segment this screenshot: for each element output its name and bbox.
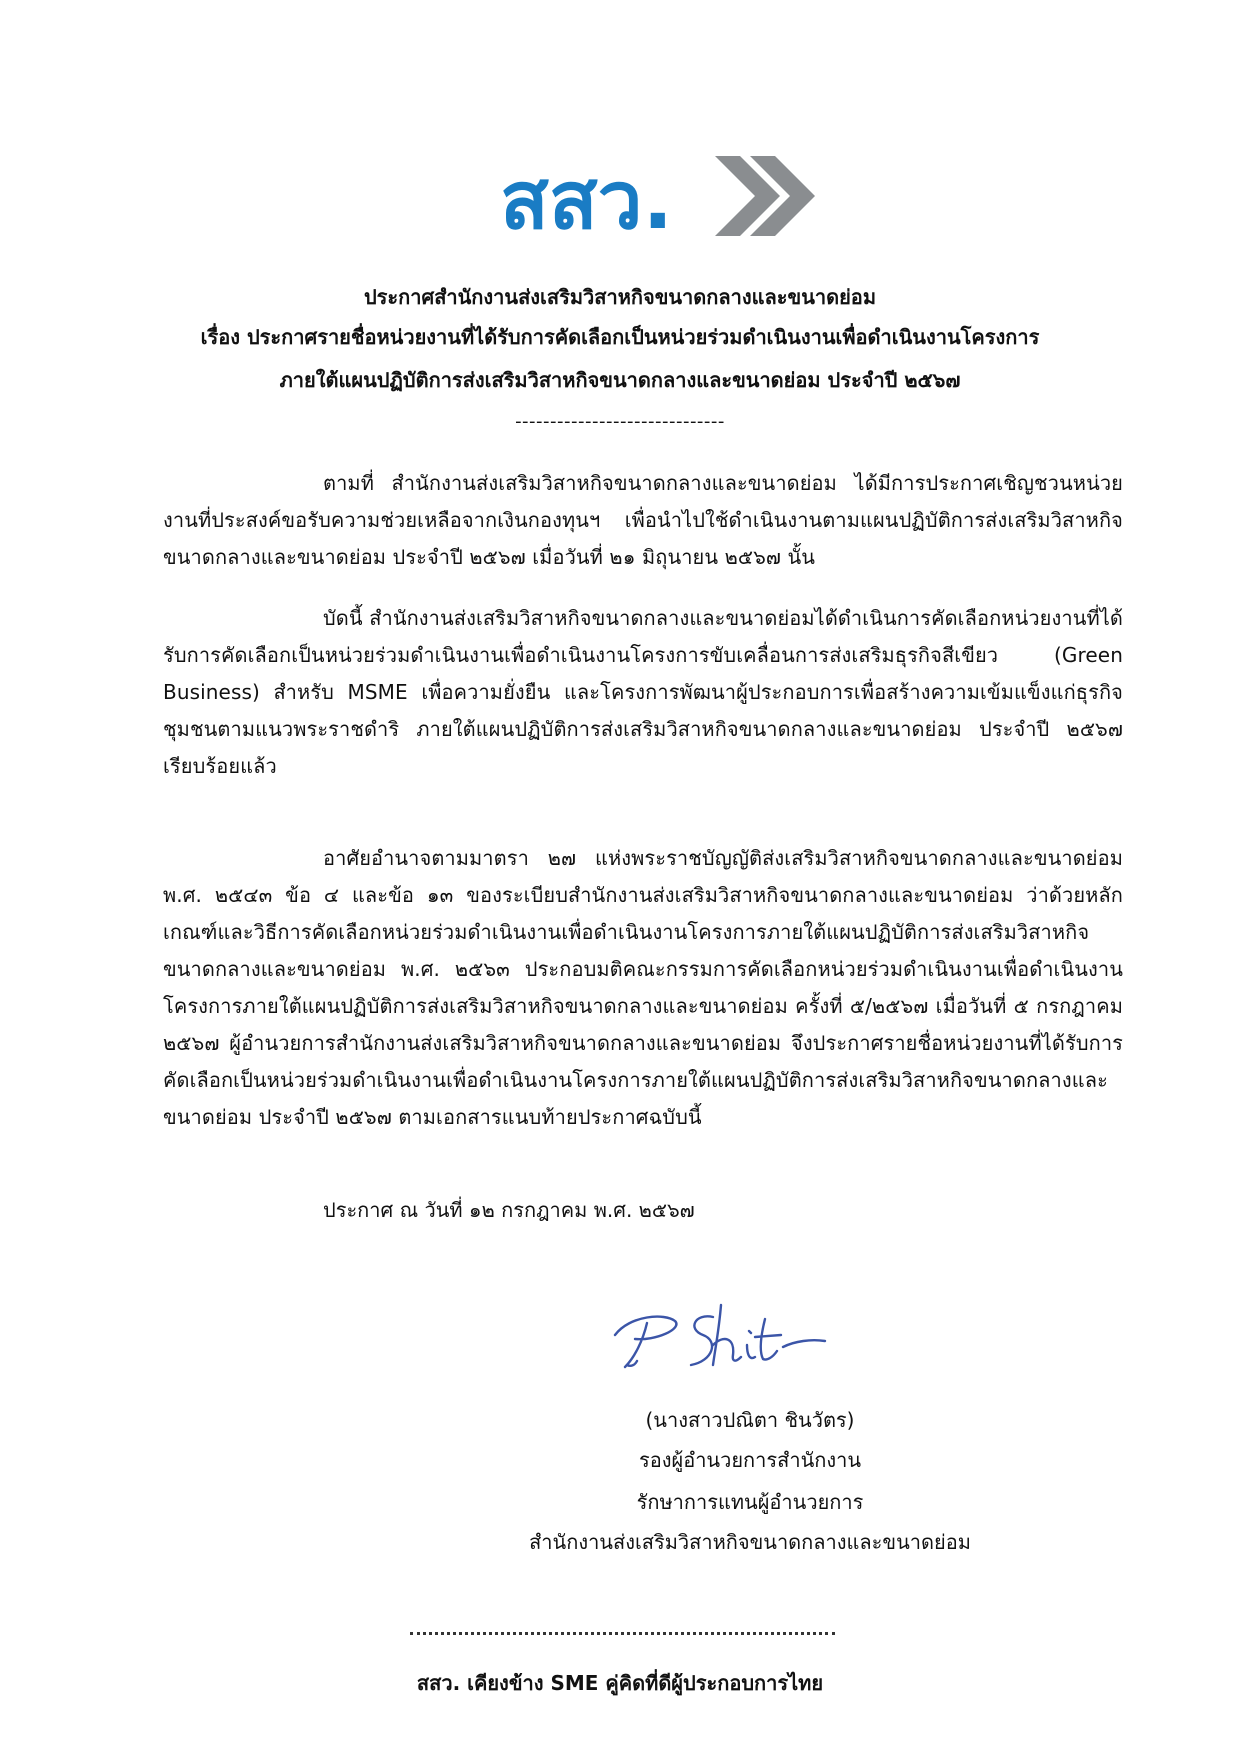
signatory-acting-position: รักษาการแทนผู้อำนวยการ xyxy=(636,1490,864,1514)
osmep-logo xyxy=(500,148,830,258)
footer-slogan: สสว. เคียงข้าง SME คู่คิดที่ดีผู้ประกอบการไทย xyxy=(416,1671,824,1695)
header-divider: ------------------------------ xyxy=(515,411,725,432)
body-paragraph-1: ตามที่ สำนักงานส่งเสริมวิสาหกิจขนาดกลางและขนาดย่อม ได้มีการประกาศเชิญชวนหน่วยงานที่ประสงค์ขอรับความช่วยเหลือจากเงินกองทุนฯ เพื่อนำไปใช้ดำเนินงานตามแผนปฏิบัติการส่งเสริมวิสาหกิจขนาดกลางและขนาดย่อม ประจำปี ๒๕๖๗ เมื่อวันที่ ๒๑ มิถุนายน ๒๕๖๗ นั้น xyxy=(163,471,1123,569)
handwritten-signature xyxy=(595,1295,845,1375)
body-paragraph-3: อาศัยอำนาจตามมาตรา ๒๗ แห่งพระราชบัญญัติส่งเสริมวิสาหกิจขนาดกลางและขนาดย่อม พ.ศ. ๒๕๔๓ ข้อ ๔ และข้อ ๑๓ ของระเบียบสำนักงานส่งเสริมวิสาหกิจขนาดกลางและขนาดย่อม ว่าด้วยหลักเกณฑ์และวิธีการคัดเลือกหน่วยร่วมดำเนินงานเพื่อดำเนินงานโครงการภายใต้แผนปฏิบัติการส่งเสริมวิสาหกิจขนาดกลางและขนาดย่อม พ.ศ. ๒๕๖๓ ประกอบมติคณะกรรมการคัดเลือกหน่วยร่วมดำเนินงานเพื่อดำเนินงานโครงการภายใต้แผนปฏิบัติการส่งเสริมวิสาหกิจขนาดกลางและขนาดย่อม ครั้งที่ ๕/๒๕๖๗ เมื่อวันที่ ๕ กรกฎาคม ๒๕๖๗ ผู้อำนวยการสำนักงานส่งเสริมวิสาหกิจขนาดกลางและขนาดย่อม จึงประกาศรายชื่อหน่วยงานที่ได้รับการคัดเลือกเป็นหน่วยร่วมดำเนินงานเพื่อดำเนินงานโครงการภายใต้แผนปฏิบัติการส่งเสริมวิสาหกิจขนาดกลางและขนาดย่อม ประจำปี ๒๕๖๗ ตามเอกสารแนบท้ายประกาศฉบับนี้ xyxy=(163,846,1123,1129)
signatory-position: รองผู้อำนวยการสำนักงาน xyxy=(638,1448,862,1472)
body-paragraph-2: บัดนี้ สำนักงานส่งเสริมวิสาหกิจขนาดกลางและขนาดย่อมได้ดำเนินการคัดเลือกหน่วยงานที่ได้รับการคัดเลือกเป็นหน่วยร่วมดำเนินงานเพื่อดำเนินงานโครงการขับเคลื่อนการส่งเสริมธุรกิจสีเขียว (Green Business) สำหรับ MSME เพื่อความยั่งยืน และโครงการพัฒนาผู้ประกอบการเพื่อสร้างความเข้มแข็งแก่ธุรกิจชุมชนตามแนวพระราชดำริ ภายใต้แผนปฏิบัติการส่งเสริมวิสาหกิจขนาดกลางและขนาดย่อม ประจำปี ๒๕๖๗ เรียบร้อยแล้ว xyxy=(163,606,1123,778)
announcement-subject: เรื่อง ประกาศรายชื่อหน่วยงานที่ได้รับการคัดเลือกเป็นหน่วยร่วมดำเนินงานเพื่อดำเนินงานโครงการ xyxy=(200,325,1040,349)
logo-text: สสว. xyxy=(500,154,673,247)
signatory-organization: สำนักงานส่งเสริมวิสาหกิจขนาดกลางและขนาดย่อม xyxy=(529,1530,971,1554)
signatory-name: (นางสาวปณิตา ชินวัตร) xyxy=(645,1408,855,1432)
announcement-subject-continued: ภายใต้แผนปฏิบัติการส่งเสริมวิสาหกิจขนาดกลางและขนาดย่อม ประจำปี ๒๕๖๗ xyxy=(279,368,961,392)
announcement-date: ประกาศ ณ วันที่ ๑๒ กรกฎาคม พ.ศ. ๒๕๖๗ xyxy=(323,1198,695,1222)
announcement-heading: ประกาศสำนักงานส่งเสริมวิสาหกิจขนาดกลางและขนาดย่อม xyxy=(363,285,876,309)
footer-divider xyxy=(410,1632,835,1635)
double-chevron-right-icon xyxy=(715,156,815,236)
